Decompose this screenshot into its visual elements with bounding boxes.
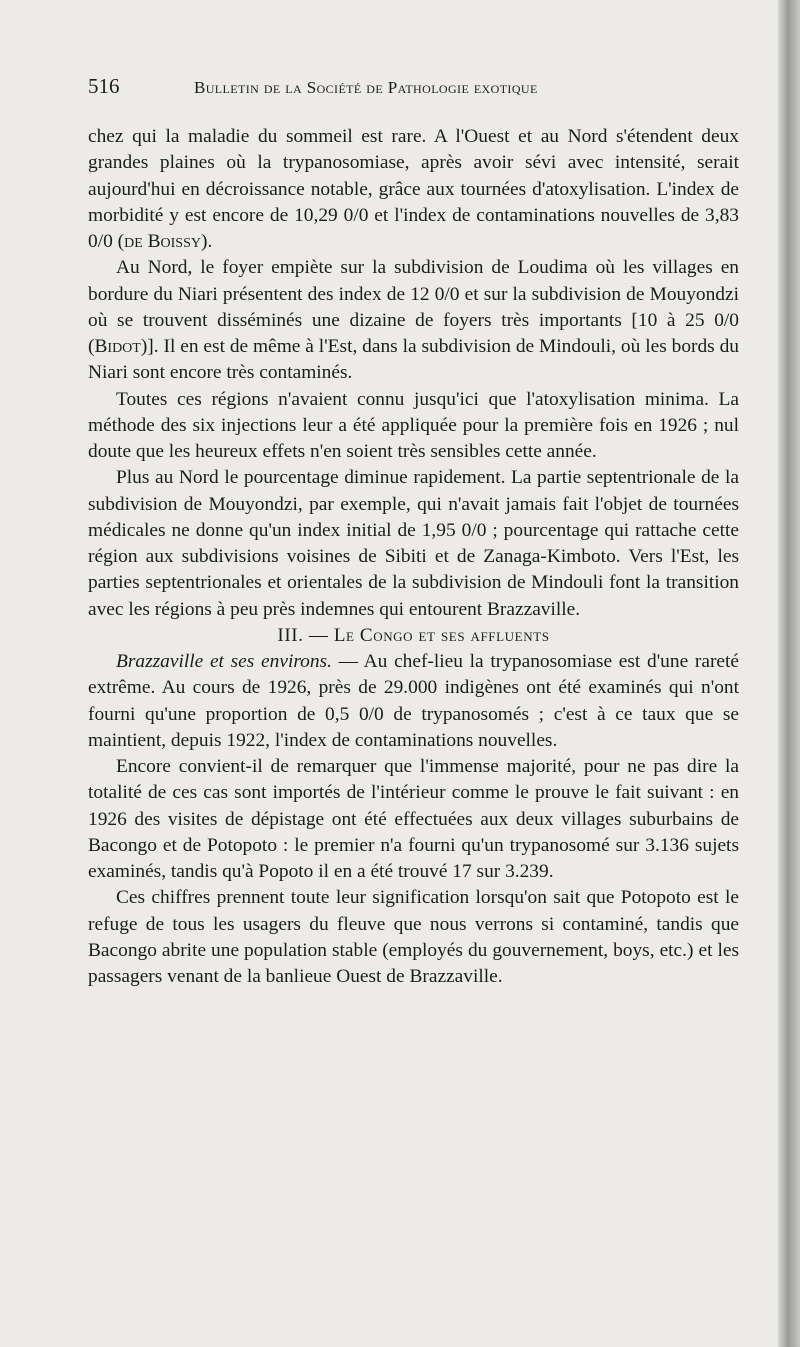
body-text (88, 124, 739, 990)
author-citation: de Boissy (124, 231, 201, 252)
paragraph-text: — Au chef-lieu la trypanosomiase est d'une rareté extrême. Au cours de 1926, près de 29.000 indigènes ont été examinés qui n'ont fourni qu'une proportion de 0,5 0/0 de trypanosomés ; c'est à ce taux que se maintient, depuis 1922, l'index de contaminations nouvelles. (88, 651, 740, 751)
running-title: Bulletin de la Société de Pathologie exotique (194, 78, 538, 97)
paragraph-text: ). (201, 231, 213, 252)
paragraph-text: )]. Il en est de même à l'Est, dans la subdivision de Mindouli, où les bords du Niari sont encore très contaminés. (88, 336, 739, 384)
section-heading: III. — Le Congo et ses affluents (277, 624, 550, 646)
paragraph: Encore convient-il de remarquer que l'immense majorité, pour ne pas dire la totalité de ces cas sont importés de l'intérieur comme le prouve le fait suivant : en 1926 des visites de dépistage ont été effectuées aux deux villages suburbains de Bacongo et de Potopoto : le premier n'a fourni qu'un trypanosomé sur 3.136 sujets examinés, tandis qu'à Popoto il en a été trouvé 17 sur 3.239. (88, 756, 739, 882)
paragraph-text: Au Nord, le foyer empiète sur la subdivision de Loudima où les villages en bordure du Niari présentent des index de 12 0/0 et sur la subdivision de Mouyondzi où se trouvent disséminés une dizaine de foyers très importants [10 à 25 0/0 ( (88, 257, 739, 357)
paragraph (88, 124, 739, 255)
page-edge-shadow (778, 0, 800, 1347)
paragraph: Ces chiffres prennent toute leur signification lorsqu'on sait que Potopoto est le refuge de tous les usagers du fleuve que nous verrons si contaminé, tandis que Bacongo abrite une population stable (employés du gouvernement, boys, etc.) et les passagers venant de la banlieue Ouest de Brazzaville. (88, 887, 739, 987)
page-header (88, 74, 748, 104)
author-citation: Bidot (94, 336, 141, 357)
subsection-title: Brazzaville et ses environs. (116, 651, 332, 672)
paragraph (88, 255, 739, 386)
paragraph: Plus au Nord le pourcentage diminue rapidement. La partie septentrionale de la subdivision de Mouyondzi, par exemple, qui n'avait jamais fait l'objet de tournées médicales ne donne qu'un index initial de 1,95 0/0 ; pourcentage qui rattache cette région aux subdivisions voisines de Sibiti et de Zanaga-Kimboto. Vers l'Est, les parties septentrionales et orientales de la subdivision de Mindouli font la transition avec les régions à peu près indemnes qui entourent Brazzaville. (88, 467, 739, 620)
page-number: 516 (88, 74, 120, 98)
paragraph (88, 649, 739, 754)
paragraph: Toutes ces régions n'avaient connu jusqu'ici que l'atoxylisation minima. La méthode des six injections leur a été appliquée pour la première fois en 1926 ; nul doute que les heureux effets n'en soient très sensibles cette année. (88, 388, 739, 462)
paragraph-text: chez qui la maladie du sommeil est rare. A l'Ouest et au Nord s'étendent deux grandes plaines où la trypanosomiase, après avoir sévi avec intensité, serait aujourd'hui en décroissance notable, grâce aux tournées d'atoxylisation. L'index de morbidité y est encore de 10,29 0/0 et l'index de contaminations nouvelles de 3,83 0/0 ( (88, 126, 739, 252)
